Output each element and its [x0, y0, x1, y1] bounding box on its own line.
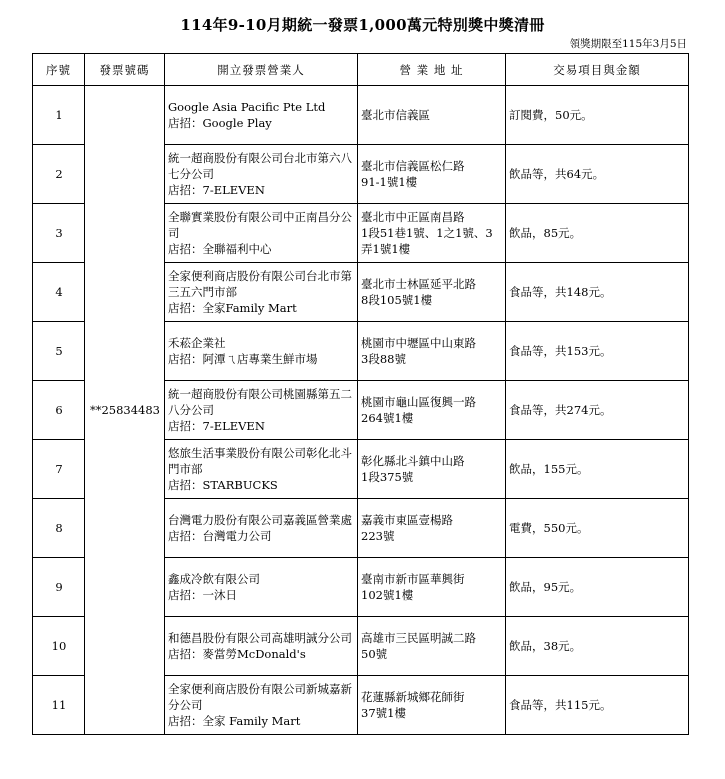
address-line: 臺北市士林區延平北路 — [361, 277, 476, 291]
store-sign: 店招：STARBUCKS — [168, 478, 278, 492]
store-sign: 店招：台灣電力公司 — [168, 529, 272, 543]
transaction-item: 飲品，155元。 — [506, 440, 689, 499]
transaction-item: 食品等，共148元。 — [506, 263, 689, 322]
merchant-cell — [165, 263, 358, 322]
transaction-item: 電費，550元。 — [506, 499, 689, 558]
merchant-cell — [165, 499, 358, 558]
address-line: 高雄市三民區明誠二路 — [361, 631, 476, 645]
address-line: 花蓮縣新城鄉花師街 — [361, 690, 465, 704]
merchant-name: 全家便利商店股份有限公司新城嘉新分公司 — [168, 682, 352, 712]
merchant-name: 台灣電力股份有限公司嘉義區營業處 — [168, 513, 352, 527]
address-line: 3段88號 — [361, 352, 406, 366]
address-cell — [358, 263, 506, 322]
row-seq: 4 — [33, 263, 85, 322]
address-line: 37號1樓 — [361, 706, 406, 720]
address-line: 桃園市中壢區中山東路 — [361, 336, 476, 350]
merchant-name: 悠旅生活事業股份有限公司彰化北斗門市部 — [168, 446, 352, 476]
transaction-item: 訂閱費，50元。 — [506, 86, 689, 145]
address-cell — [358, 86, 506, 145]
table-row — [33, 86, 689, 145]
column-header-merchant: 開立發票營業人 — [165, 54, 358, 86]
table-header-row — [33, 54, 689, 86]
store-sign: 店招：7-ELEVEN — [168, 183, 265, 197]
address-line: 102號1樓 — [361, 588, 414, 602]
row-seq: 3 — [33, 204, 85, 263]
row-seq: 7 — [33, 440, 85, 499]
address-line: 臺北市中正區南昌路 — [361, 210, 465, 224]
store-sign: 店招：7-ELEVEN — [168, 419, 265, 433]
row-seq: 8 — [33, 499, 85, 558]
merchant-cell — [165, 676, 358, 735]
address-cell — [358, 617, 506, 676]
merchant-cell — [165, 145, 358, 204]
row-seq: 11 — [33, 676, 85, 735]
address-line: 8段105號1樓 — [361, 293, 433, 307]
store-sign: 店招：全家 Family Mart — [168, 714, 301, 728]
merchant-cell — [165, 558, 358, 617]
address-cell — [358, 381, 506, 440]
address-cell — [358, 499, 506, 558]
address-line: 264號1樓 — [361, 411, 414, 425]
address-cell — [358, 204, 506, 263]
document-title: 114年9-10月期統一發票1,000萬元特別獎中獎清冊 — [180, 16, 545, 34]
store-sign: 店招：一沐日 — [168, 588, 237, 602]
column-header-invoice: 發票號碼 — [85, 54, 165, 86]
address-line: 91-1號1樓 — [361, 175, 418, 189]
address-line: 弄1號1樓 — [361, 242, 411, 256]
merchant-name: 統一超商股份有限公司桃園縣第五二八分公司 — [168, 387, 352, 417]
column-header-item: 交易項目與金額 — [506, 54, 689, 86]
address-line: 臺北市信義區 — [361, 108, 430, 122]
store-sign: 店招：Google Play — [168, 116, 272, 130]
merchant-cell — [165, 381, 358, 440]
address-line: 桃園市龜山區復興一路 — [361, 395, 476, 409]
address-cell — [358, 145, 506, 204]
row-seq: 1 — [33, 86, 85, 145]
winners-table — [32, 53, 689, 735]
column-header-seq: 序號 — [33, 54, 85, 86]
merchant-name: 鑫成冷飲有限公司 — [168, 572, 260, 586]
store-sign: 店招：阿潭ㄟ店專業生鮮市場 — [168, 352, 318, 366]
address-line: 彰化縣北斗鎮中山路 — [361, 454, 465, 468]
address-cell — [358, 322, 506, 381]
address-line: 嘉義市東區壹楊路 — [361, 513, 453, 527]
address-line: 臺北市信義區松仁路 — [361, 159, 465, 173]
merchant-cell — [165, 86, 358, 145]
merchant-name: 全家便利商店股份有限公司台北市第三五六門市部 — [168, 269, 352, 299]
row-seq: 2 — [33, 145, 85, 204]
claim-deadline: 領獎期限至115年3月5日 — [569, 38, 687, 50]
transaction-item: 飲品等，共64元。 — [506, 145, 689, 204]
merchant-name: 禾菘企業社 — [168, 336, 226, 350]
merchant-name: Google Asia Pacific Pte Ltd — [168, 100, 326, 114]
transaction-item: 飲品，95元。 — [506, 558, 689, 617]
store-sign: 店招：全家Family Mart — [168, 301, 297, 315]
merchant-cell — [165, 617, 358, 676]
merchant-cell — [165, 440, 358, 499]
row-seq: 6 — [33, 381, 85, 440]
row-seq: 9 — [33, 558, 85, 617]
merchant-name: 和德昌股份有限公司高雄明誠分公司 — [168, 631, 352, 645]
store-sign: 店招：全聯福利中心 — [168, 242, 272, 256]
merchant-name: 全聯實業股份有限公司中正南昌分公司 — [168, 210, 352, 240]
address-cell — [358, 440, 506, 499]
address-line: 1段51巷1號、1之1號、3 — [361, 226, 493, 240]
transaction-item: 食品等，共115元。 — [506, 676, 689, 735]
transaction-item: 飲品，38元。 — [506, 617, 689, 676]
merchant-cell — [165, 204, 358, 263]
transaction-item: 飲品，85元。 — [506, 204, 689, 263]
transaction-item: 食品等，共153元。 — [506, 322, 689, 381]
merchant-name: 統一超商股份有限公司台北市第六八七分公司 — [168, 151, 352, 181]
address-line: 臺南市新市區華興街 — [361, 572, 465, 586]
store-sign: 店招：麥當勞McDonald's — [168, 647, 306, 661]
column-header-address: 營 業 地 址 — [358, 54, 506, 86]
row-seq: 5 — [33, 322, 85, 381]
invoice-number: **25834483 — [85, 86, 165, 735]
address-line: 50號 — [361, 647, 388, 661]
address-cell — [358, 676, 506, 735]
address-line: 223號 — [361, 529, 395, 543]
merchant-cell — [165, 322, 358, 381]
row-seq: 10 — [33, 617, 85, 676]
address-cell — [358, 558, 506, 617]
address-line: 1段375號 — [361, 470, 414, 484]
transaction-item: 食品等，共274元。 — [506, 381, 689, 440]
